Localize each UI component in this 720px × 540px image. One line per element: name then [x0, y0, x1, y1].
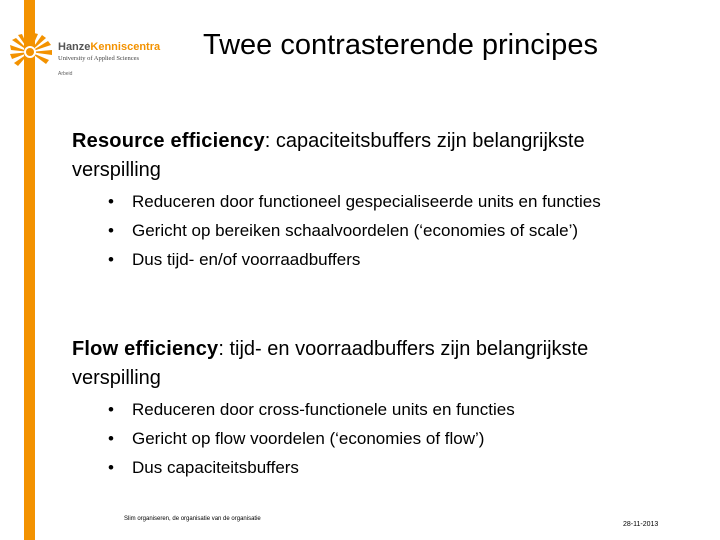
- bullet-dot: •: [108, 221, 114, 240]
- slide-title: Twee contrasterende principes: [203, 29, 598, 61]
- bullet-dot: •: [108, 429, 114, 448]
- bullet-item: [108, 456, 652, 480]
- bullet-dot: •: [108, 250, 114, 269]
- bullet-dot: •: [108, 458, 114, 477]
- bullet-item: [108, 190, 652, 214]
- hanze-logo: [8, 32, 178, 84]
- bullet-list: [72, 398, 672, 480]
- bullet-text: Dus capaciteitsbuffers: [132, 458, 299, 477]
- bullet-dot: •: [108, 192, 114, 211]
- section-resource-efficiency: [72, 127, 672, 277]
- bullet-text: Gericht op flow voordelen (‘economies of flow’): [132, 429, 485, 448]
- footer-date: 28-11-2013: [623, 521, 659, 528]
- bullet-text: Gericht op bereiken schaalvoordelen (‘economies of scale’): [132, 221, 579, 240]
- section-description: : capaciteitsbuffers zijn belangrijkste verspilling: [72, 130, 585, 181]
- hanze-sunburst-logo-icon: [8, 32, 54, 72]
- logo-department: Arbeid: [58, 71, 73, 77]
- footer-presentation-title: Slim organiseren, de organisatie van de organisatie: [124, 516, 261, 522]
- bullet-item: [108, 398, 652, 422]
- bullet-text: Reduceren door functioneel gespecialiseerde units en functies: [132, 192, 601, 211]
- bullet-item: [108, 219, 652, 243]
- section-term: Flow efficiency: [72, 338, 219, 360]
- logo-name-part2: Kenniscentra: [90, 41, 161, 53]
- bullet-item: [108, 427, 652, 451]
- section-term: Resource efficiency: [72, 130, 265, 152]
- bullet-item: [108, 248, 652, 272]
- bullet-text: Reduceren door cross-functionele units en functies: [132, 400, 515, 419]
- logo-name: [58, 41, 160, 53]
- section-heading: [72, 335, 672, 393]
- section-description: : tijd- en voorraadbuffers zijn belangrijkste verspilling: [72, 338, 589, 389]
- logo-name-part1: Hanze: [58, 41, 91, 53]
- bullet-dot: •: [108, 400, 114, 419]
- bullet-text: Dus tijd- en/of voorraadbuffers: [132, 250, 361, 269]
- section-flow-efficiency: [72, 335, 672, 485]
- section-heading: [72, 127, 672, 185]
- bullet-list: [72, 190, 672, 272]
- logo-subtitle: University of Applied Sciences: [58, 55, 140, 62]
